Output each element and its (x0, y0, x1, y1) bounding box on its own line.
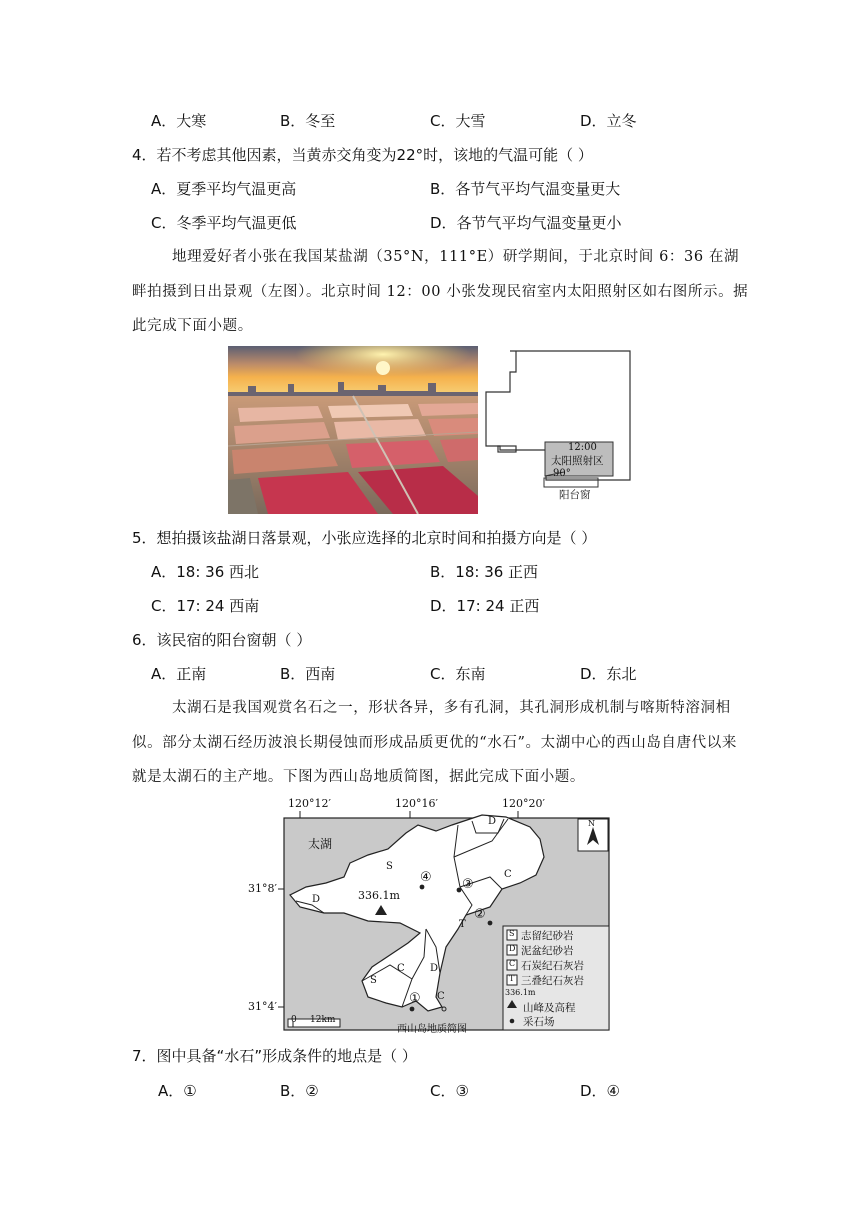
q4-stem: 4．若不考虑其他因素，当黄赤交角变为22°时，该地的气温可能（ ） (132, 146, 593, 164)
q3-option-d: D．立冬 (580, 112, 637, 130)
q6-option-b: B．西南 (280, 665, 336, 683)
site-1-label: ① (409, 991, 421, 1006)
passage2-line3: 就是太湖石的主产地。下图为西山岛地质简图，据此完成下面小题。 (132, 769, 585, 785)
region-c-tip: C (437, 991, 445, 1002)
legend-key-s: S (509, 929, 515, 938)
q4-option-b: B．各节气平均气温变量更大 (430, 180, 621, 198)
room-diagram (482, 346, 634, 518)
q6-option-a: A．正南 (151, 665, 207, 683)
region-d-ne: D (488, 816, 497, 827)
region-t: T (459, 919, 466, 930)
q6-option-d: D．东北 (580, 665, 637, 683)
lake-label: 太湖 (308, 837, 333, 851)
q7-option-b: B．② (280, 1082, 319, 1100)
passage1-line2: 畔拍摄到日出景观（左图）。北京时间 12：00 小张发现民宿室内太阳照射区如右图所示。据 (132, 284, 749, 300)
legend-peak-value: 336.1m (505, 988, 536, 997)
q5-option-d: D．17: 24 正西 (430, 597, 540, 615)
small-window-left (498, 446, 516, 452)
region-c-south: C (397, 963, 405, 974)
sun-zone-angle: 90° (553, 468, 571, 479)
q4-option-c: C．冬季平均气温更低 (151, 214, 297, 232)
sun-zone-label: 太阳照射区 (551, 455, 604, 467)
legend-quarry-label: 采石场 (523, 1016, 555, 1028)
scale-label: 12km (310, 1015, 336, 1025)
region-c-east: C (504, 869, 512, 880)
legend-key-d: D (509, 944, 516, 953)
legend-key-c: C (509, 959, 516, 968)
legend-quarry-icon (510, 1019, 515, 1024)
salt-lake-sunrise-photo (228, 346, 478, 514)
sun-zone-time: 12:00 (568, 442, 597, 453)
q3-option-b: B．冬至 (280, 112, 336, 130)
quarry-dot-1 (410, 1007, 415, 1012)
site-3-label: ③ (462, 877, 474, 892)
q7-stem: 7．图中具备“水石”形成条件的地点是（ ） (132, 1047, 417, 1065)
site-2-label: ② (474, 907, 486, 922)
xishan-island-map (240, 797, 620, 1035)
legend-label-c: 石炭纪石灰岩 (521, 960, 584, 972)
q3-option-a: A．大寒 (151, 112, 207, 130)
quarry-dot-2 (488, 921, 493, 926)
q5-stem: 5．想拍摄该盐湖日落景观，小张应选择的北京时间和拍摄方向是（ ） (132, 529, 597, 547)
q3-option-c: C．大雪 (430, 112, 486, 130)
passage1-line1: 地理爱好者小张在我国某盐湖（35°N，111°E）研学期间，于北京时间 6：36 在湖 (172, 249, 740, 265)
q6-stem: 6．该民宿的阳台窗朝（ ） (132, 631, 312, 649)
lon-label-1: 120°12′ (288, 797, 331, 810)
q4-option-a: A．夏季平均气温更高 (151, 180, 297, 198)
q7-option-c: C．③ (430, 1082, 469, 1100)
region-s-south: S (370, 975, 377, 986)
q6-option-c: C．东南 (430, 665, 486, 683)
legend-label-d: 泥盆纪砂岩 (521, 945, 574, 957)
q5-option-a: A．18: 36 西北 (151, 563, 260, 581)
passage2-line2: 似。部分太湖石经历波浪长期侵蚀而形成品质更优的“水石”。太湖中心的西山岛自唐代以来 (132, 735, 737, 751)
lat-label-2: 31°4′ (248, 1000, 277, 1013)
region-d-west: D (312, 894, 321, 905)
region-d-south: D (430, 963, 439, 974)
quarry-dot-4 (420, 885, 425, 890)
q7-option-d: D．④ (580, 1082, 620, 1100)
lon-label-2: 120°16′ (395, 797, 438, 810)
passage1-line3: 此完成下面小题。 (132, 318, 253, 334)
q5-option-c: C．17: 24 西南 (151, 597, 260, 615)
q4-option-d: D．各节气平均气温变量更小 (430, 214, 622, 232)
legend-label-s: 志留纪砂岩 (521, 930, 574, 942)
site-4-label: ④ (420, 870, 432, 885)
lon-label-3: 120°20′ (502, 797, 545, 810)
legend-peak-label: 山峰及高程 (523, 1002, 576, 1014)
balcony-window-label: 阳台窗 (559, 489, 591, 501)
region-s-north: S (386, 861, 393, 872)
peak-elevation-label: 336.1m (358, 889, 400, 902)
scale-zero: 0 (291, 1015, 297, 1025)
legend-key-t: T (509, 974, 515, 983)
q7-option-a: A．① (158, 1082, 197, 1100)
quarry-dot-3 (457, 888, 462, 893)
north-label: N (588, 819, 595, 828)
map-caption: 西山岛地质简图 (397, 1024, 467, 1035)
q5-option-b: B．18: 36 正西 (430, 563, 539, 581)
lat-label-1: 31°8′ (248, 882, 277, 895)
legend-label-t: 三叠纪石灰岩 (521, 975, 584, 987)
passage2-line1: 太湖石是我国观赏名石之一，形状各异，多有孔洞，其孔洞形成机制与喀斯特溶洞相 (172, 700, 731, 716)
